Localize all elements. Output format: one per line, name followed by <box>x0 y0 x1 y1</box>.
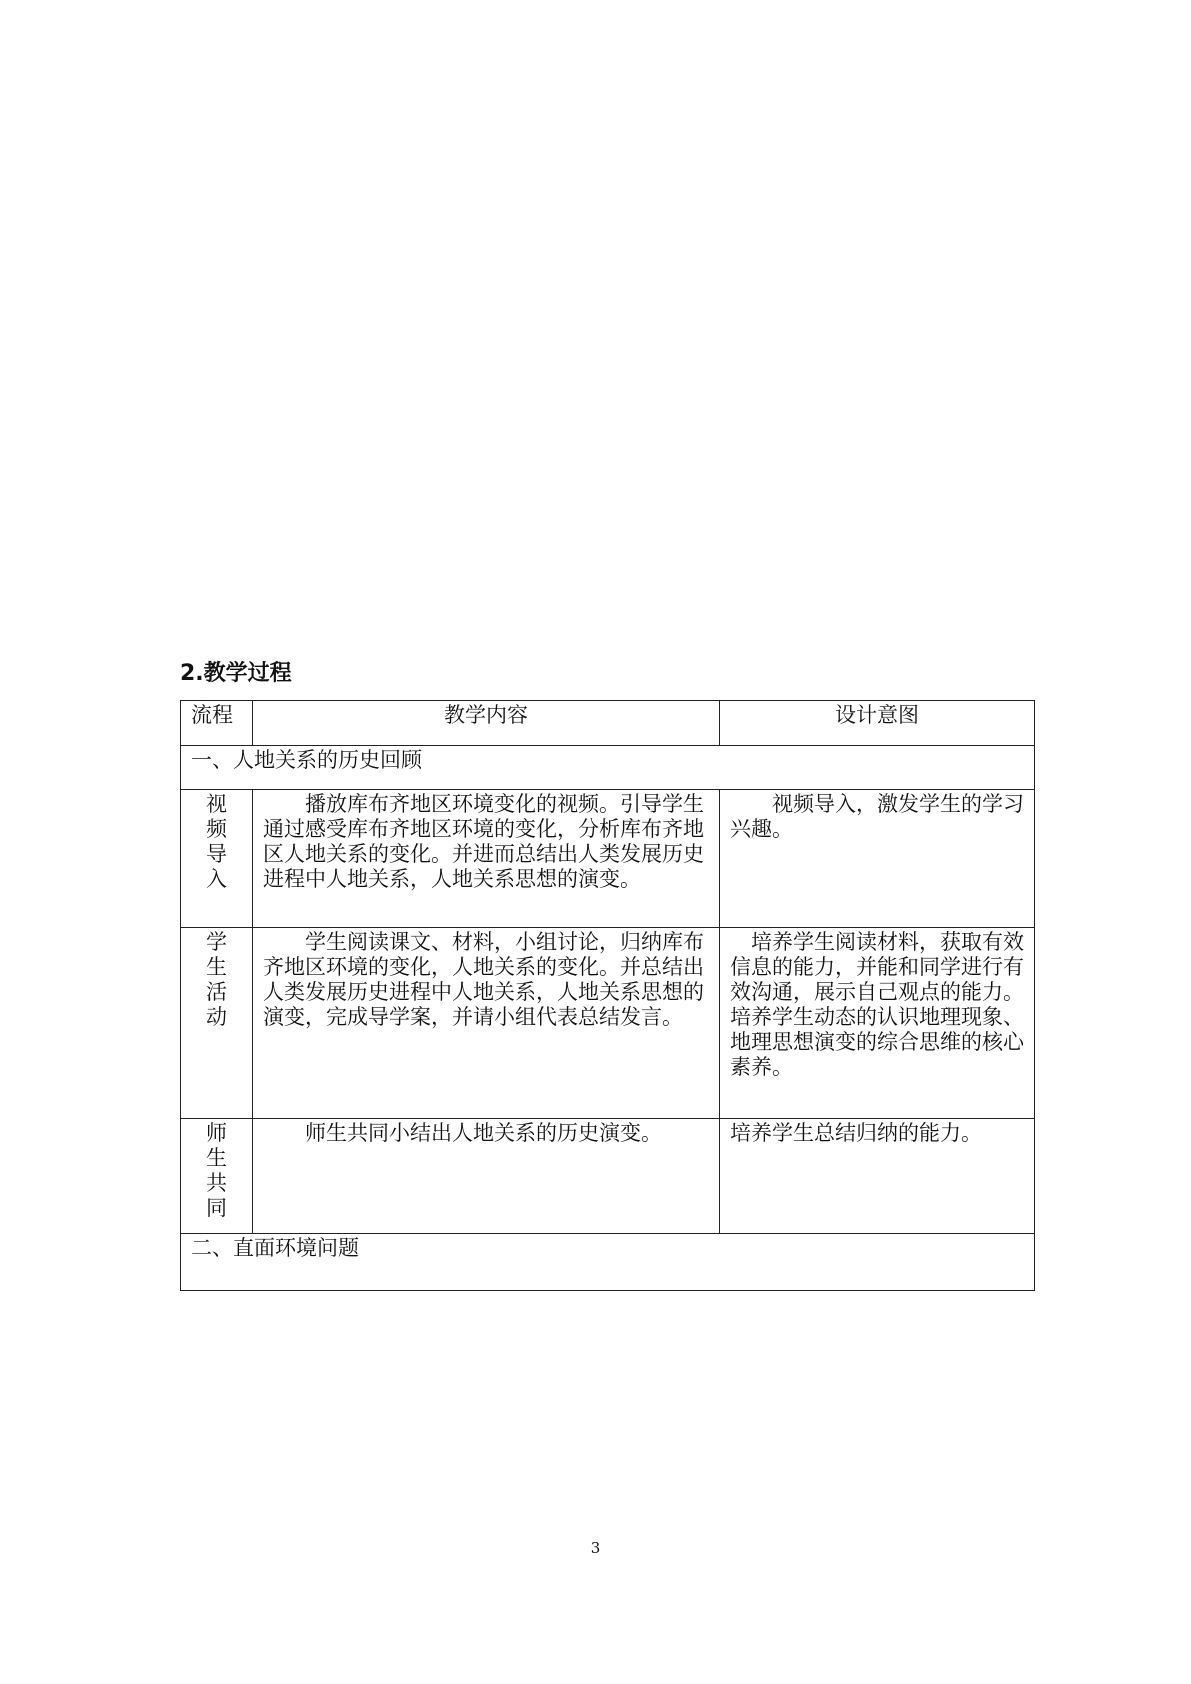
section-row <box>181 746 1035 790</box>
intent-cell: 培养学生总结归纳的能力。 <box>720 1119 1035 1234</box>
teaching-process-table <box>180 700 1035 1291</box>
header-flow: 流程 <box>181 701 253 746</box>
table-row <box>181 1119 1035 1234</box>
intent-cell: 视频导入，激发学生的学习兴趣。 <box>720 790 1035 928</box>
section-title-2: 二、直面环境问题 <box>181 1234 1035 1291</box>
intent-cell: 培养学生阅读材料，获取有效信息的能力，并能和同学进行有效沟通，展示自己观点的能力。培养学生动态的认识地理现象、地理思想演变的综合思维的核心素养。 <box>720 928 1035 1119</box>
flow-cell <box>181 928 253 1119</box>
section-title: 2.教学过程 <box>180 661 292 686</box>
flow-label: 视频导入 <box>206 792 227 891</box>
header-content: 教学内容 <box>253 701 720 746</box>
flow-cell <box>181 790 253 928</box>
content-cell: 播放库布齐地区环境变化的视频。引导学生通过感受库布齐地区环境的变化，分析库布齐地区人地关系的变化。并进而总结出人类发展历史进程中人地关系，人地关系思想的演变。 <box>253 790 720 928</box>
header-intent: 设计意图 <box>720 701 1035 746</box>
section-row <box>181 1234 1035 1291</box>
flow-cell <box>181 1119 253 1234</box>
flow-label: 师生共同 <box>206 1121 227 1220</box>
content-cell: 师生共同小结出人地关系的历史演变。 <box>253 1119 720 1234</box>
table-row <box>181 928 1035 1119</box>
section-title-1: 一、人地关系的历史回顾 <box>181 746 1035 790</box>
flow-label: 学生活动 <box>206 930 227 1029</box>
content-cell: 学生阅读课文、材料，小组讨论，归纳库布齐地区环境的变化，人地关系的变化。并总结出人类发展历史进程中人地关系，人地关系思想的演变，完成导学案，并请小组代表总结发言。 <box>253 928 720 1119</box>
table-header-row <box>181 701 1035 746</box>
table-row <box>181 790 1035 928</box>
page-number: 3 <box>590 1539 601 1557</box>
